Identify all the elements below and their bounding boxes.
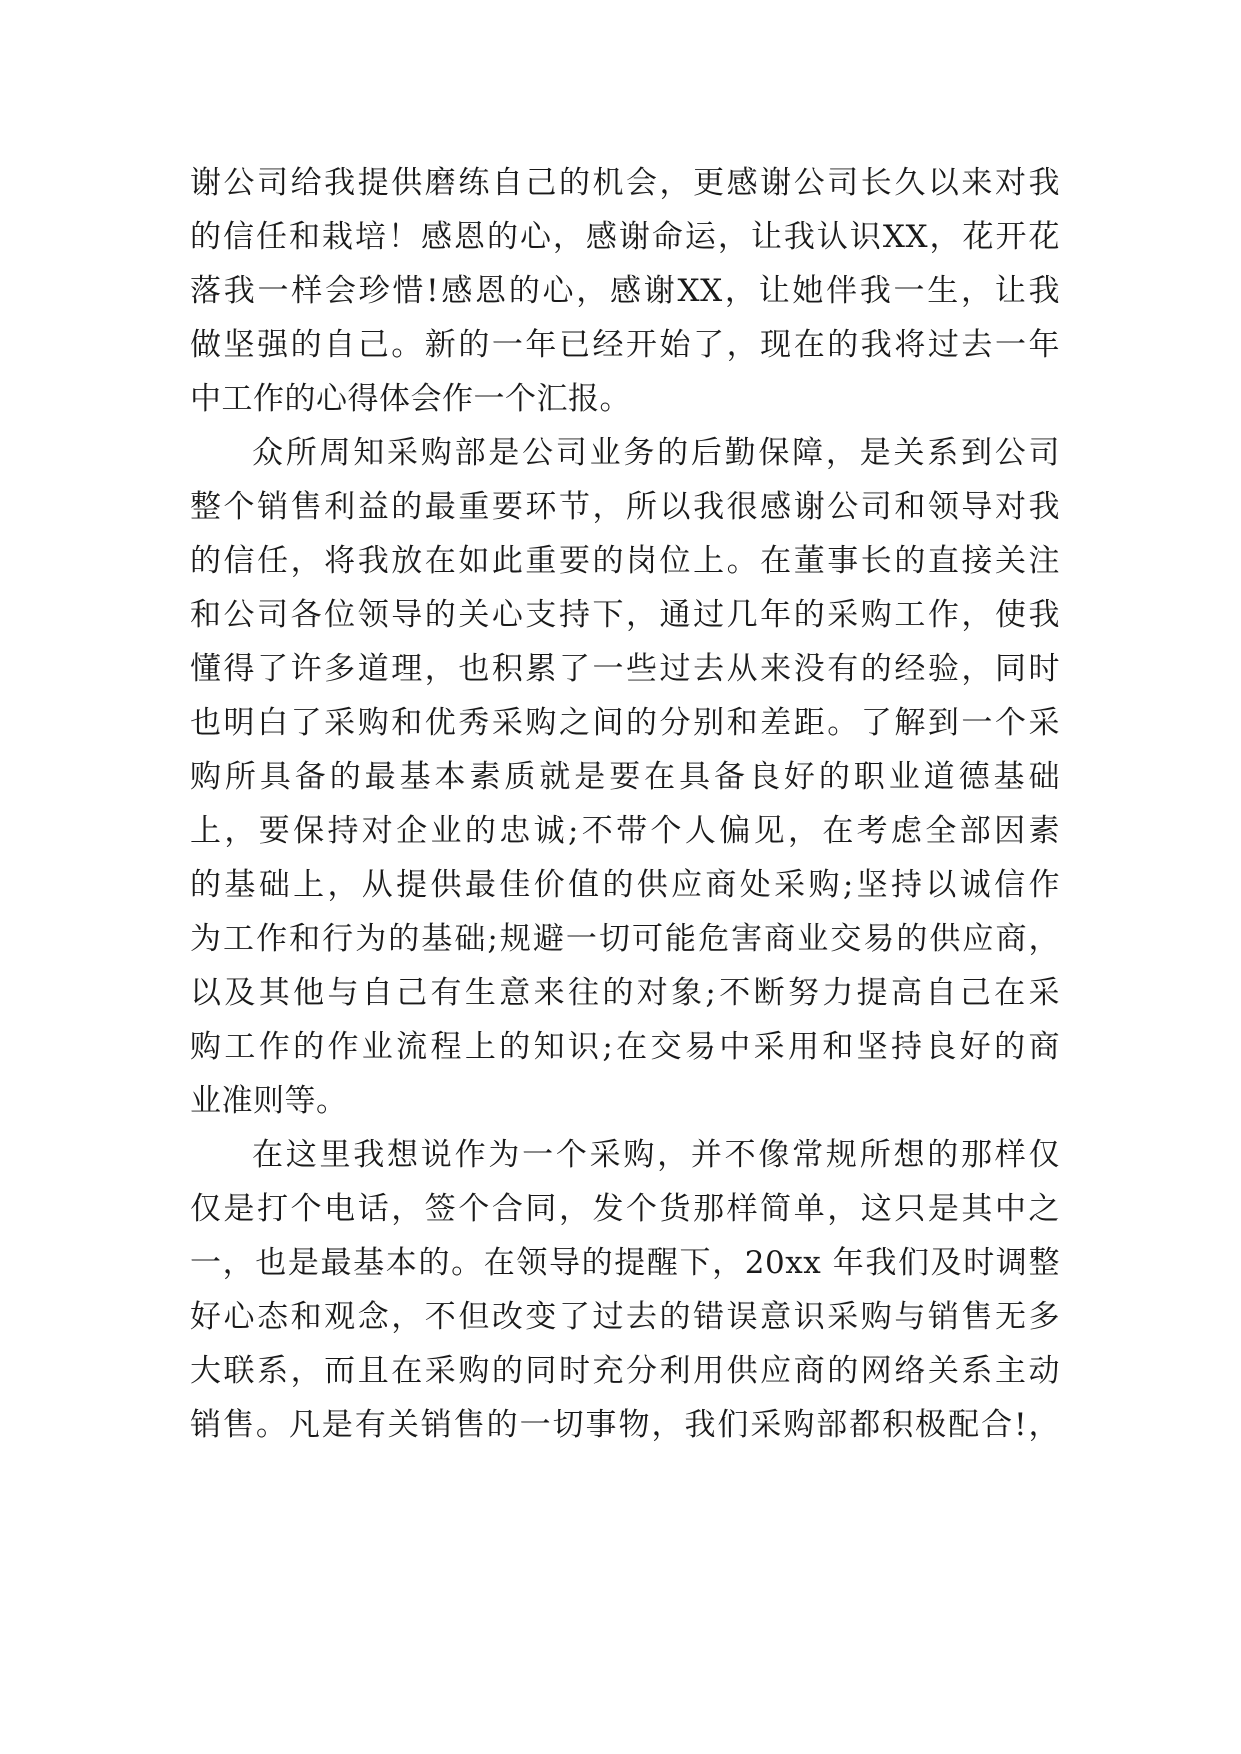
text-line: 的基础上，从提供最佳价值的供应商处采购;坚持以诚信作 <box>190 867 1060 903</box>
text-line: 做坚强的自己。新的一年已经开始了，现在的我将过去一年 <box>190 327 1060 363</box>
text-line: 也明白了采购和优秀采购之间的分别和差距。了解到一个采 <box>190 705 1060 741</box>
text-line: 业准则等。 <box>190 1083 348 1119</box>
text-line: 落我一样会珍惜!感恩的心，感谢XX，让她伴我一生，让我 <box>190 273 1060 309</box>
text-line: 整个销售利益的最重要环节，所以我很感谢公司和领导对我 <box>190 489 1060 525</box>
text-line: 众所周知采购部是公司业务的后勤保障，是关系到公司 <box>252 435 1060 471</box>
text-line: 一，也是最基本的。在领导的提醒下，20xx 年我们及时调整 <box>190 1245 1060 1281</box>
text-line: 上，要保持对企业的忠诚;不带个人偏见，在考虑全部因素 <box>190 813 1060 849</box>
text-line: 以及其他与自己有生意来往的对象;不断努力提高自己在采 <box>190 975 1060 1011</box>
document-body <box>190 156 1060 1452</box>
text-line: 的信任和栽培！感恩的心，感谢命运，让我认识XX，花开花 <box>190 219 1060 255</box>
text-line: 懂得了许多道理，也积累了一些过去从来没有的经验，同时 <box>190 651 1060 687</box>
text-line: 购工作的作业流程上的知识;在交易中采用和坚持良好的商 <box>190 1029 1060 1065</box>
text-line: 在这里我想说作为一个采购，并不像常规所想的那样仅 <box>252 1137 1060 1173</box>
text-line: 为工作和行为的基础;规避一切可能危害商业交易的供应商， <box>190 921 1060 957</box>
paragraph-3 <box>190 1128 1060 1452</box>
text-line: 的信任，将我放在如此重要的岗位上。在董事长的直接关注 <box>190 543 1060 579</box>
text-line: 销售。凡是有关销售的一切事物，我们采购部都积极配合!， <box>190 1407 1060 1443</box>
text-line: 中工作的心得体会作一个汇报。 <box>190 381 631 417</box>
text-line: 仅是打个电话，签个合同，发个货那样简单，这只是其中之 <box>190 1191 1060 1227</box>
text-line: 谢公司给我提供磨练自己的机会，更感谢公司长久以来对我 <box>190 165 1060 201</box>
paragraph-1 <box>190 156 1060 426</box>
text-line: 好心态和观念，不但改变了过去的错误意识采购与销售无多 <box>190 1299 1060 1335</box>
text-line: 大联系，而且在采购的同时充分利用供应商的网络关系主动 <box>190 1353 1060 1389</box>
text-line: 和公司各位领导的关心支持下，通过几年的采购工作，使我 <box>190 597 1060 633</box>
paragraph-2 <box>190 426 1060 1128</box>
text-line: 购所具备的最基本素质就是要在具备良好的职业道德基础 <box>190 759 1060 795</box>
